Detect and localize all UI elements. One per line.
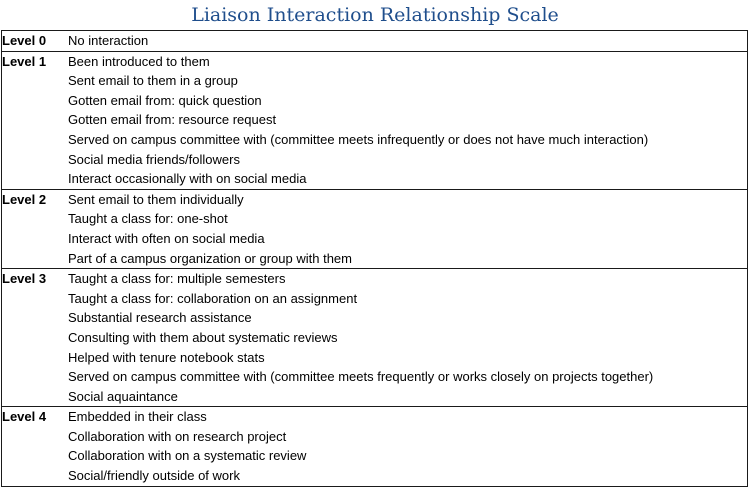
table-row — [2, 130, 748, 150]
table-row — [2, 31, 748, 52]
interaction-item: Helped with tenure notebook stats — [68, 349, 265, 365]
interaction-item: Embedded in their class — [68, 409, 207, 425]
table-row — [2, 289, 748, 309]
interaction-item: Been introduced to them — [68, 53, 210, 69]
interaction-item: Social aquaintance — [68, 388, 178, 404]
table-row — [2, 466, 748, 486]
page-title: Liaison Interaction Relationship Scale — [191, 4, 559, 26]
table-row — [2, 71, 748, 91]
relationship-scale-table — [1, 30, 748, 487]
table-row — [2, 169, 748, 189]
level-3-group — [2, 269, 748, 407]
level-label: Level 0 — [2, 33, 47, 48]
interaction-item: No interaction — [68, 33, 149, 48]
table-row — [2, 91, 748, 111]
table-row — [2, 328, 748, 348]
table-row — [2, 446, 748, 466]
table-row — [2, 209, 748, 229]
table-row — [2, 387, 748, 407]
interaction-item: Interact occasionally with on social media — [68, 171, 307, 187]
table-row — [2, 348, 748, 368]
interaction-item: Collaboration with on a systematic review — [68, 448, 307, 464]
level-label: Level 3 — [2, 271, 47, 287]
table-row — [2, 367, 748, 387]
level-label: Level 4 — [2, 409, 47, 425]
table-row — [2, 110, 748, 130]
interaction-item: Substantial research assistance — [68, 310, 252, 326]
level-1-group — [2, 51, 748, 189]
interaction-item: Served on campus committee with (committee meets frequently or works closely on projects together) — [68, 369, 654, 385]
interaction-item: Gotten email from: resource request — [68, 112, 277, 128]
table-row — [2, 150, 748, 170]
table-row — [2, 51, 748, 71]
table-row — [2, 229, 748, 249]
table-row — [2, 427, 748, 447]
interaction-item: Social/friendly outside of work — [68, 468, 240, 484]
interaction-item: Gotten email from: quick question — [68, 92, 262, 108]
level-label: Level 2 — [2, 191, 47, 207]
level-2-group — [2, 189, 748, 268]
interaction-item: Sent email to them individually — [68, 191, 244, 207]
interaction-item: Served on campus committee with (committee meets infrequently or does not have much interaction) — [68, 131, 649, 147]
interaction-item: Taught a class for: collaboration on an assignment — [68, 290, 358, 306]
table-row — [2, 269, 748, 289]
interaction-item: Sent email to them in a group — [68, 73, 238, 89]
table-row — [2, 189, 748, 209]
interaction-item: Consulting with them about systematic reviews — [68, 329, 338, 345]
interaction-item: Taught a class for: multiple semesters — [68, 271, 286, 287]
interaction-item: Social media friends/followers — [68, 151, 240, 167]
level-label: Level 1 — [2, 53, 47, 69]
table-row — [2, 249, 748, 269]
level-0-group — [2, 31, 748, 52]
interaction-item: Collaboration with on research project — [68, 428, 287, 444]
interaction-item: Part of a campus organization or group with them — [68, 250, 352, 266]
interaction-item: Taught a class for: one-shot — [68, 211, 228, 227]
table-row — [2, 407, 748, 427]
interaction-item: Interact with often on social media — [68, 230, 265, 246]
table-row — [2, 308, 748, 328]
level-4-group — [2, 407, 748, 486]
